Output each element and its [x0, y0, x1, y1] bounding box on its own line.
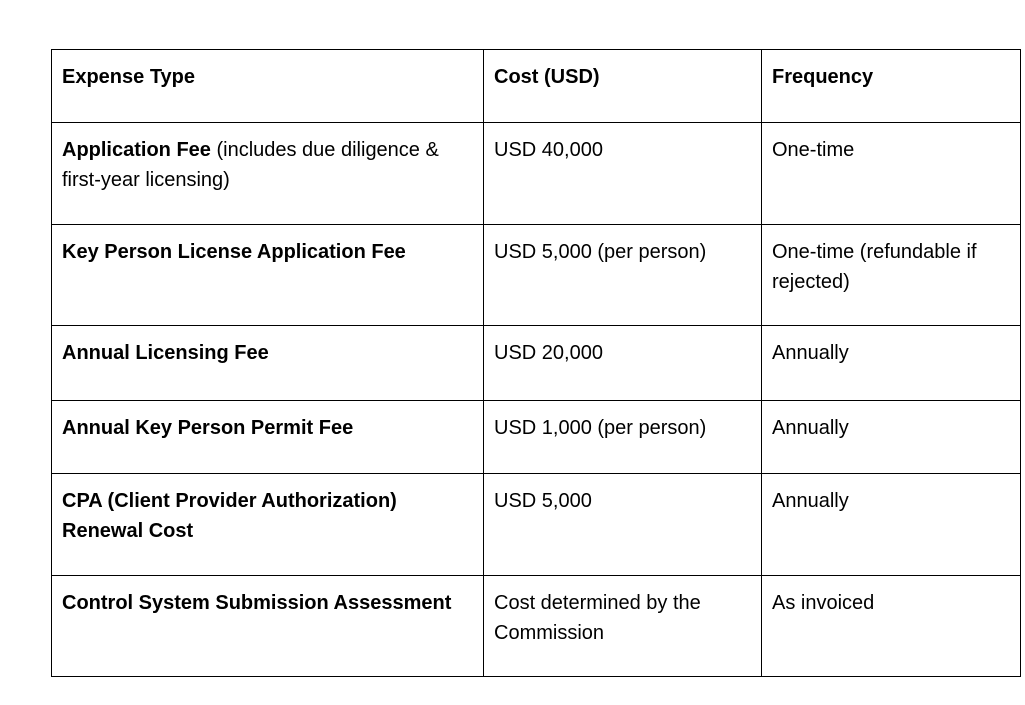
cost-cell: USD 1,000 (per person): [484, 401, 762, 474]
table-header-row: [52, 50, 1021, 123]
table-row: [52, 123, 1021, 225]
expense-type-cell: [52, 225, 484, 326]
table-row: [52, 225, 1021, 326]
header-expense-type: Expense Type: [52, 50, 484, 123]
table-row: [52, 401, 1021, 474]
expense-type-name: Key Person License Application Fee: [62, 241, 406, 263]
table-row: [52, 576, 1021, 677]
expense-type-name: Annual Licensing Fee: [62, 342, 269, 364]
frequency-cell: One-time: [762, 123, 1021, 225]
expense-type-name: Application Fee: [62, 139, 211, 161]
table-row: [52, 326, 1021, 401]
expense-type-cell: [52, 474, 484, 576]
expense-type-name: CPA (Client Provider Authorization) Renewal Cost: [62, 490, 397, 542]
expense-type-name: Annual Key Person Permit Fee: [62, 417, 354, 439]
cost-cell: USD 40,000: [484, 123, 762, 225]
table-row: [52, 474, 1021, 576]
expense-type-cell: [52, 326, 484, 401]
expense-type-cell: [52, 576, 484, 677]
frequency-cell: One-time (refundable if rejected): [762, 225, 1021, 326]
cost-cell: Cost determined by the Commission: [484, 576, 762, 677]
expense-type-note: (includes due diligence & first-year licensing): [62, 139, 439, 191]
header-frequency: Frequency: [762, 50, 1021, 123]
expense-type-cell: [52, 123, 484, 225]
expense-type-cell: [52, 401, 484, 474]
header-cost: Cost (USD): [484, 50, 762, 123]
frequency-cell: As invoiced: [762, 576, 1021, 677]
frequency-cell: Annually: [762, 326, 1021, 401]
cost-cell: USD 5,000 (per person): [484, 225, 762, 326]
frequency-cell: Annually: [762, 401, 1021, 474]
cost-cell: USD 20,000: [484, 326, 762, 401]
expense-table: [51, 49, 1021, 677]
document-body: [51, 49, 1021, 677]
frequency-cell: Annually: [762, 474, 1021, 576]
cost-cell: USD 5,000: [484, 474, 762, 576]
expense-type-name: Control System Submission Assessment: [62, 592, 452, 614]
